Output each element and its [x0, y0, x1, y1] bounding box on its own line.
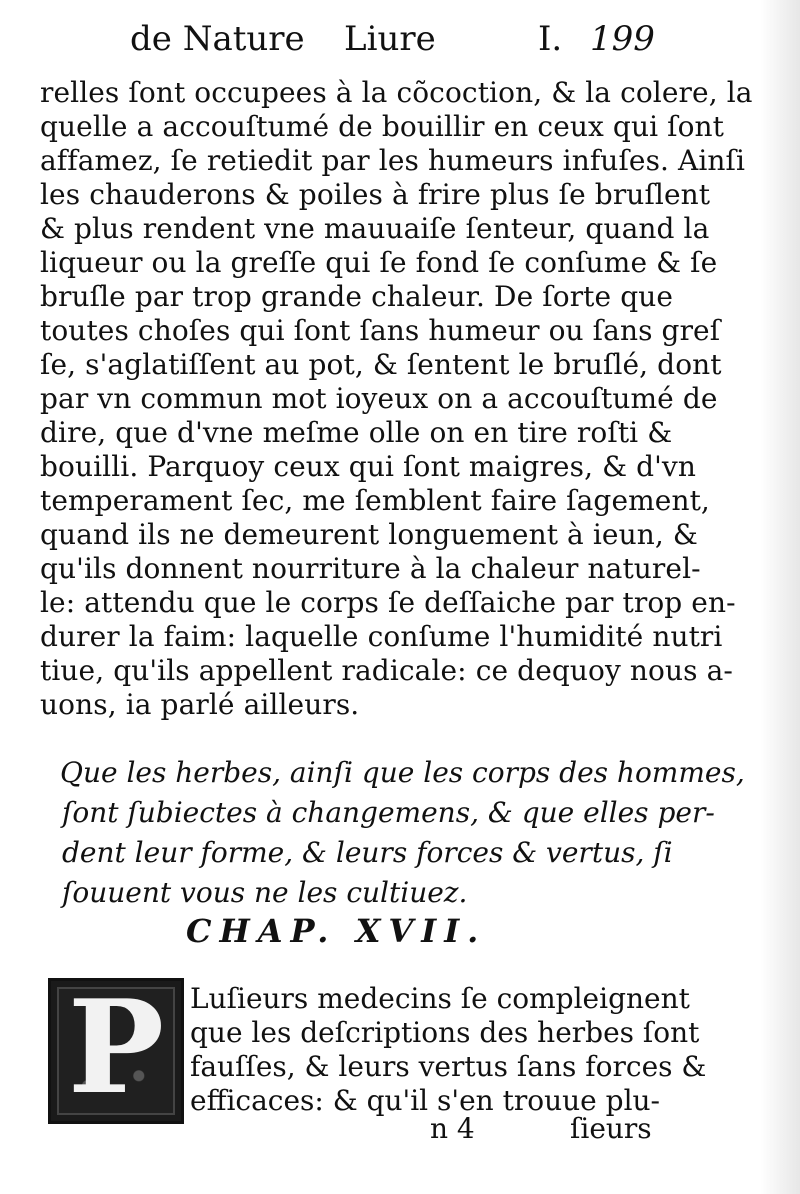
body-line: fauſſes, & leurs vertus ſans forces & — [190, 1050, 707, 1083]
body-line: uons, ia parlé ailleurs. — [40, 688, 360, 721]
section-heading-line: ſouuent vous ne les cultiuez. — [62, 876, 468, 909]
initial-letter: P — [67, 973, 165, 1123]
page-number: 199 — [590, 19, 655, 59]
body-line: bouilli. Parquoy ceux qui ſont maigres, & d'vn — [40, 450, 696, 483]
signature-mark: n 4 — [430, 1112, 475, 1145]
body-line: temperament ſec, me ſemblent faire ſagement, — [40, 484, 710, 517]
body-line: relles ſont occupees à la cõcoction, & la colere, la — [40, 76, 753, 109]
body-line: ſe, s'aglatiſſent au pot, & ſentent le bruſlé, dont — [40, 348, 722, 381]
body-line: qu'ils donnent nourriture à la chaleur naturel- — [40, 552, 701, 585]
body-line: Luſieurs medecins ſe compleignent — [190, 982, 690, 1015]
body-line: efficaces: & qu'il s'en trouue plu- — [190, 1084, 661, 1117]
body-line: que les deſcriptions des herbes ſont — [190, 1016, 700, 1049]
body-line: liqueur ou la greſſe qui ſe fond ſe conſume & ſe — [40, 246, 718, 279]
body-line: toutes choſes qui ſont ſans humeur ou ſans greſ — [40, 314, 721, 347]
header-middle: Liure — [344, 19, 436, 59]
body-line: le: attendu que le corps ſe deſſaiche par trop en- — [40, 586, 736, 619]
body-line: tiue, qu'ils appellent radicale: ce dequoy nous a- — [40, 654, 733, 687]
header-book-number: I. — [538, 19, 563, 59]
section-heading-line: Que les herbes, ainſi que les corps des hommes, — [60, 756, 745, 789]
body-line: quand ils ne demeurent longuement à ieun, & — [40, 518, 698, 551]
body-line: quelle a accouſtumé de bouillir en ceux qui ſont — [40, 110, 725, 143]
section-heading-line: dent leur forme, & leurs forces & vertus, ſi — [62, 836, 673, 869]
body-line: par vn commun mot ioyeux on a accouſtumé de — [40, 382, 718, 415]
body-line: les chauderons & poiles à frire plus ſe bruſlent — [40, 178, 711, 211]
header-left: de Nature — [130, 19, 305, 59]
body-line: durer la faim: laquelle conſume l'humidité nutri — [40, 620, 723, 653]
body-line: affamez, ſe retiedit par les humeurs infuſes. Ainſi — [40, 144, 746, 177]
chapter-heading: CHAP. XVII. — [186, 912, 487, 950]
catchword: ſieurs — [570, 1112, 652, 1145]
running-header — [130, 14, 690, 64]
body-line: dire, que d'vne meſme olle on en tire roſti & — [40, 416, 673, 449]
section-heading-line: ſont ſubiectes à changemens, & que elles per- — [62, 796, 715, 829]
body-line: bruſle par trop grande chaleur. De ſorte que — [40, 280, 674, 313]
decorated-initial — [48, 973, 184, 1124]
body-line: & plus rendent vne mauuaiſe ſenteur, quand la — [40, 212, 710, 245]
page-edge-shadow — [760, 0, 800, 1194]
